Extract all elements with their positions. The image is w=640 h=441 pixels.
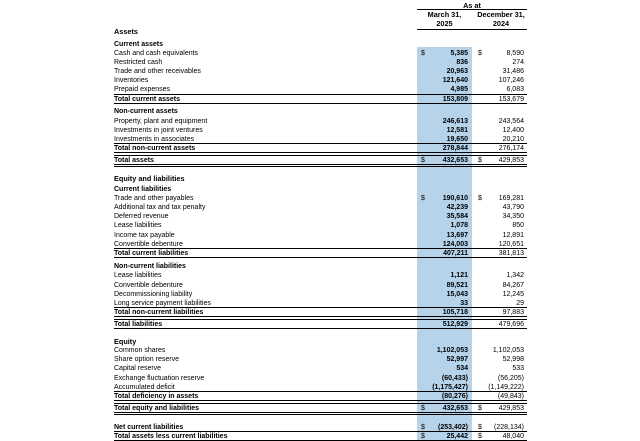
- value-march-2025: (60,433): [441, 375, 468, 382]
- row-label: Assets: [114, 27, 138, 36]
- value-december-2024: 276,174: [498, 145, 524, 152]
- value-december-2024: 153,679: [498, 96, 524, 103]
- value-march-2025: 89,521: [446, 282, 468, 289]
- row-label: Deferred revenue: [114, 213, 169, 220]
- total-rule: [114, 166, 527, 167]
- row-label: Capital reserve: [114, 365, 162, 372]
- currency-symbol: $: [478, 405, 482, 412]
- row-label: Investments in associates: [114, 136, 195, 143]
- value-march-2025: 1,078: [450, 222, 468, 229]
- total-rule: [114, 307, 527, 308]
- currency-symbol: $: [421, 405, 425, 412]
- row-label: Total equity and liabilities: [114, 405, 200, 412]
- value-march-2025: 25,442: [446, 433, 468, 440]
- total-rule: [114, 328, 527, 329]
- value-december-2024: 429,853: [498, 405, 524, 412]
- row-label: Cash and cash equivalents: [114, 50, 199, 57]
- col2-header-line2: 2024: [492, 19, 510, 28]
- total-rule: [114, 257, 527, 258]
- value-december-2024: (228,134): [494, 424, 524, 431]
- row-label: Total current liabilities: [114, 250, 189, 257]
- row-trade-and-other-payables: [0, 194, 640, 203]
- value-december-2024: 84,267: [502, 282, 524, 289]
- row-non-current-assets: [0, 107, 640, 116]
- value-march-2025: 1,121: [450, 272, 468, 279]
- row-label: Accumulated deficit: [114, 384, 175, 391]
- total-rule: [114, 319, 527, 320]
- currency-symbol: $: [478, 424, 482, 431]
- value-december-2024: 8,590: [506, 50, 524, 57]
- row-label: Restricted cash: [114, 59, 163, 66]
- value-march-2025: 432,653: [442, 157, 468, 164]
- value-december-2024: 107,246: [498, 77, 524, 84]
- row-label: Convertible debenture: [114, 282, 183, 289]
- row-current-assets: [0, 40, 640, 49]
- value-december-2024: 52,998: [502, 356, 524, 363]
- value-december-2024: 169,281: [498, 195, 524, 202]
- total-rule: [114, 164, 527, 165]
- row-additional-tax-and-tax-penalty: [0, 203, 640, 212]
- value-december-2024: 1,342: [506, 272, 524, 279]
- col1-header-line2: 2025: [436, 19, 453, 28]
- value-december-2024: (49,843): [497, 393, 524, 400]
- currency-symbol: $: [478, 157, 482, 164]
- row-prepaid-expenses: [0, 85, 640, 94]
- row-label: Equity and liabilities: [114, 174, 185, 183]
- row-label: Convertible debenture: [114, 241, 183, 248]
- row-deferred-revenue: [0, 212, 640, 221]
- row-label: Trade and other receivables: [114, 68, 201, 75]
- row-label: Total assets less current liabilities: [114, 433, 228, 440]
- row-label: Total liabilities: [114, 321, 163, 328]
- row-restricted-cash: [0, 58, 640, 67]
- row-label: Equity: [114, 337, 137, 346]
- row-label: Total assets: [114, 157, 154, 164]
- value-march-2025: (1,175,427): [432, 384, 468, 391]
- value-march-2025: 534: [456, 365, 468, 372]
- row-lease-liabilities: [0, 221, 640, 230]
- row-current-liabilities: [0, 185, 640, 194]
- value-december-2024: 429,853: [498, 157, 524, 164]
- row-label: Lease liabilities: [114, 222, 162, 229]
- currency-symbol: $: [421, 195, 425, 202]
- value-december-2024: 274: [512, 59, 524, 66]
- row-equity: [0, 337, 640, 346]
- value-december-2024: 120,651: [498, 241, 524, 248]
- row-equity-and-liabilities: [0, 174, 640, 183]
- currency-symbol: $: [478, 195, 482, 202]
- row-label: Non-current liabilities: [114, 263, 186, 270]
- value-march-2025: 121,640: [442, 77, 468, 84]
- row-non-current-liabilities: [0, 262, 640, 271]
- row-income-tax-payable: [0, 231, 640, 240]
- value-march-2025: (80,276): [441, 393, 468, 400]
- currency-symbol: $: [421, 433, 425, 440]
- row-label: Net current liabilities: [114, 424, 184, 431]
- row-label: Lease liabilities: [114, 272, 162, 279]
- value-december-2024: 6,083: [506, 86, 524, 93]
- value-december-2024: 1,102,053: [492, 347, 524, 354]
- row-label: Share option reserve: [114, 356, 179, 363]
- total-rule: [114, 152, 527, 153]
- row-convertible-debenture: [0, 281, 640, 290]
- row-label: Common shares: [114, 347, 166, 354]
- currency-symbol: $: [421, 424, 425, 431]
- currency-symbol: $: [421, 157, 425, 164]
- value-december-2024: 31,486: [502, 68, 524, 75]
- value-december-2024: 12,400: [502, 127, 524, 134]
- value-march-2025: 432,653: [442, 405, 468, 412]
- currency-symbol: $: [421, 50, 425, 57]
- row-cash-and-cash-equivalents: [0, 49, 640, 58]
- row-property-plant-and-equipment: [0, 117, 640, 126]
- value-march-2025: 13,697: [446, 232, 468, 239]
- value-december-2024: 243,564: [498, 118, 524, 125]
- row-exchange-fluctuation-reserve: [0, 374, 640, 383]
- col1-header-line1: March 31,: [427, 10, 462, 19]
- total-rule: [114, 400, 527, 401]
- row-lease-liabilities: [0, 271, 640, 280]
- row-label: Investments in joint ventures: [114, 127, 203, 134]
- row-decommissioning-liability: [0, 290, 640, 299]
- value-march-2025: 20,963: [446, 68, 468, 75]
- row-label: Trade and other payables: [114, 195, 194, 202]
- total-rule: [114, 431, 527, 432]
- value-december-2024: 48,040: [502, 433, 524, 440]
- row-label: Non-current assets: [114, 108, 178, 115]
- row-capital-reserve: [0, 364, 640, 373]
- value-december-2024: 381,813: [498, 250, 524, 257]
- row-label: Current assets: [114, 41, 164, 48]
- total-rule: [114, 414, 527, 415]
- currency-symbol: $: [478, 50, 482, 57]
- total-rule: [114, 103, 527, 104]
- total-rule: [114, 316, 527, 317]
- value-december-2024: 29: [516, 300, 524, 307]
- row-label: Decommissioning liability: [114, 291, 193, 298]
- value-march-2025: 190,610: [442, 195, 468, 202]
- value-december-2024: 97,883: [502, 309, 524, 316]
- total-rule: [114, 248, 527, 249]
- row-label: Income tax payable: [114, 232, 175, 239]
- row-label: Additional tax and tax penalty: [114, 204, 206, 211]
- value-december-2024: 479,696: [498, 321, 524, 328]
- value-march-2025: 15,043: [446, 291, 468, 298]
- value-march-2025: 35,584: [446, 213, 468, 220]
- row-label: Total deficiency in assets: [114, 393, 199, 400]
- value-march-2025: 124,003: [442, 241, 468, 248]
- row-assets: [0, 27, 640, 36]
- value-december-2024: 34,350: [502, 213, 524, 220]
- row-label: Prepaid expenses: [114, 86, 171, 93]
- value-march-2025: 52,997: [446, 356, 468, 363]
- row-label: Inventories: [114, 77, 149, 84]
- total-rule: [114, 94, 527, 95]
- row-label: Exchange fluctuation reserve: [114, 375, 205, 382]
- total-rule: [114, 412, 527, 413]
- value-december-2024: (1,149,222): [488, 384, 524, 391]
- value-december-2024: 533: [512, 365, 524, 372]
- row-share-option-reserve: [0, 355, 640, 364]
- col2-header-line1: December 31,: [477, 10, 525, 19]
- total-rule: [114, 155, 527, 156]
- value-march-2025: 42,239: [446, 204, 468, 211]
- row-label: Current liabilities: [114, 186, 172, 193]
- value-december-2024: 850: [512, 222, 524, 229]
- value-december-2024: (56,205): [497, 375, 524, 382]
- value-march-2025: 33: [460, 300, 468, 307]
- value-december-2024: 12,891: [502, 232, 524, 239]
- total-rule: [114, 391, 527, 392]
- as-at-header: As at: [463, 1, 481, 10]
- total-rule: [114, 403, 527, 404]
- row-trade-and-other-receivables: [0, 67, 640, 76]
- value-march-2025: 1,102,053: [436, 347, 468, 354]
- value-december-2024: 43,790: [502, 204, 524, 211]
- value-march-2025: 4,985: [450, 86, 468, 93]
- total-rule: [114, 143, 527, 144]
- value-march-2025: (253,402): [438, 424, 468, 431]
- currency-symbol: $: [478, 433, 482, 440]
- row-label: Total non-current assets: [114, 145, 196, 152]
- row-label: Total current assets: [114, 96, 181, 103]
- value-march-2025: 512,929: [442, 321, 468, 328]
- row-investments-in-joint-ventures: [0, 126, 640, 135]
- value-march-2025: 407,211: [443, 250, 468, 257]
- value-march-2025: 12,581: [446, 127, 468, 134]
- row-label: Property, plant and equipment: [114, 118, 208, 125]
- value-march-2025: 246,613: [442, 118, 468, 125]
- row-inventories: [0, 76, 640, 85]
- value-march-2025: 19,650: [446, 136, 468, 143]
- value-march-2025: 153,809: [442, 96, 468, 103]
- value-december-2024: 12,245: [502, 291, 524, 298]
- value-december-2024: 20,210: [502, 136, 524, 143]
- row-common-shares: [0, 346, 640, 355]
- value-march-2025: 105,718: [442, 309, 468, 316]
- value-march-2025: 836: [456, 59, 468, 66]
- row-label: Long service payment liabilities: [114, 300, 211, 307]
- value-march-2025: 278,844: [442, 145, 468, 152]
- value-march-2025: 5,385: [450, 50, 468, 57]
- row-label: Total non-current liabilities: [114, 309, 204, 316]
